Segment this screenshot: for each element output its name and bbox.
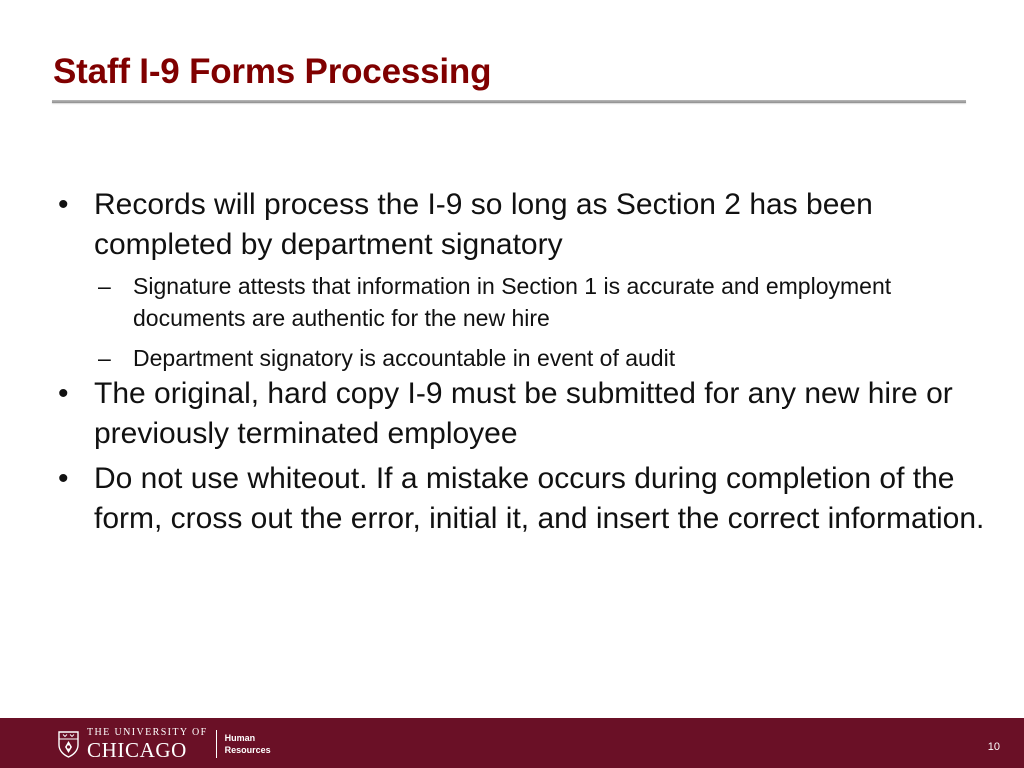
university-wordmark <box>87 728 208 761</box>
bullet-item <box>56 374 986 454</box>
department-line-2: Resources <box>224 745 271 755</box>
bullet-glyph: • <box>58 377 69 410</box>
bullet-text: Do not use whiteout. If a mistake occurs during completion of the form, cross out the error, initial it, and insert the correct information. <box>94 462 985 535</box>
bullet-item <box>56 185 986 265</box>
sub-bullet-item <box>56 342 986 374</box>
bullet-glyph: • <box>58 462 69 495</box>
university-crest-icon <box>58 731 79 758</box>
department-line-1: Human <box>224 733 256 743</box>
bullet-text: The original, hard copy I-9 must be submitted for any new hire or previously terminated employee <box>94 377 953 450</box>
bullet-glyph: • <box>58 188 69 221</box>
bullet-text: Records will process the I-9 so long as Section 2 has been completed by department signatory <box>94 188 873 261</box>
bullet-item <box>56 459 986 539</box>
university-name: CHICAGO <box>87 737 187 762</box>
dash-glyph: – <box>98 345 111 371</box>
footer-bar <box>0 718 1024 768</box>
logo-divider <box>216 730 217 758</box>
university-logo <box>58 728 271 760</box>
slide-title: Staff I-9 Forms Processing <box>53 52 492 91</box>
dash-glyph: – <box>98 273 111 299</box>
sub-bullet-item <box>56 270 986 334</box>
bullet-list <box>56 185 986 544</box>
department-name <box>225 732 271 756</box>
sub-bullet-text: Signature attests that information in Section 1 is accurate and employment documents are authentic for the new hire <box>133 273 892 331</box>
university-top-line: THE UNIVERSITY OF <box>87 726 208 738</box>
page-number: 10 <box>987 741 1000 753</box>
sub-bullet-text: Department signatory is accountable in event of audit <box>133 345 676 371</box>
title-divider <box>52 100 966 103</box>
